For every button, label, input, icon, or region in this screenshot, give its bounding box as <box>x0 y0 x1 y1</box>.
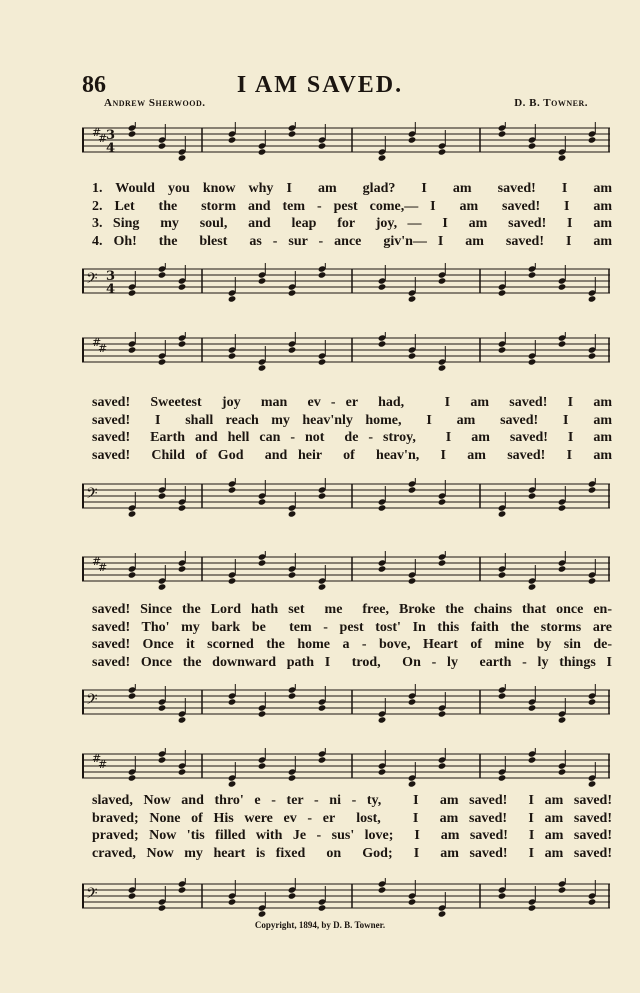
note-head <box>528 358 537 365</box>
note-head <box>408 295 417 302</box>
note-head <box>258 277 267 284</box>
note-head <box>288 346 297 353</box>
treble-staff-3 <box>82 551 610 581</box>
note-head <box>378 154 387 161</box>
note-head <box>158 271 167 278</box>
note-head <box>438 148 447 155</box>
note-head <box>228 486 237 493</box>
svg-text:3: 3 <box>106 269 116 284</box>
note-head <box>128 346 137 353</box>
note-head <box>588 898 597 905</box>
lyric-line: craved, Now my heart is fixed on God; I am saved! I am saved! <box>92 845 612 861</box>
note-head <box>158 756 167 763</box>
note-head <box>498 774 507 781</box>
note-head <box>178 565 187 572</box>
svg-text:𝄢: 𝄢 <box>86 270 98 291</box>
note-head <box>258 559 267 566</box>
note-head <box>158 583 167 590</box>
note-head <box>288 130 297 137</box>
note-head <box>438 364 447 371</box>
note-head <box>528 904 537 911</box>
note-head <box>318 142 327 149</box>
note-head <box>438 910 447 917</box>
note-head <box>228 780 237 787</box>
copyright-notice: Copyright, 1894, by D. B. Towner. <box>254 920 386 930</box>
note-head <box>158 142 167 149</box>
note-head <box>128 571 137 578</box>
svg-text:𝄢: 𝄢 <box>86 691 98 712</box>
note-head <box>288 289 297 296</box>
note-head <box>288 692 297 699</box>
hymn-title: I AM SAVED. <box>236 72 404 98</box>
note-head <box>408 352 417 359</box>
note-head <box>378 340 387 347</box>
note-head <box>558 565 567 572</box>
lyric-line: 4. Oh! the blest as - sur - ance giv'n— I am saved! I am <box>92 233 612 249</box>
lyric-line: saved! Since the Lord hath set me free, Broke the chains that once en- <box>92 602 612 617</box>
svg-text:4: 4 <box>106 141 116 156</box>
note-head <box>438 559 447 566</box>
note-head <box>158 704 167 711</box>
note-head <box>228 295 237 302</box>
note-head <box>558 886 567 893</box>
svg-text:#: # <box>98 342 108 355</box>
treble-staff-1 <box>82 122 610 156</box>
note-head <box>288 774 297 781</box>
bass-staff-3 <box>82 684 610 714</box>
note-head <box>228 698 237 705</box>
note-head <box>288 892 297 899</box>
note-head <box>318 583 327 590</box>
note-head <box>498 571 507 578</box>
svg-text:#: # <box>98 758 108 771</box>
note-head <box>588 486 597 493</box>
note-head <box>528 704 537 711</box>
note-head <box>378 886 387 893</box>
lyric-line: saved! I shall reach my heav'nly home, I am saved! I am <box>92 412 612 428</box>
note-head <box>528 142 537 149</box>
note-head <box>558 340 567 347</box>
treble-staff-4 <box>82 748 610 778</box>
note-head <box>288 510 297 517</box>
note-head <box>258 498 267 505</box>
note-head <box>408 577 417 584</box>
note-head <box>228 352 237 359</box>
note-head <box>128 289 137 296</box>
svg-text:3: 3 <box>106 128 116 143</box>
note-head <box>378 768 387 775</box>
svg-text:𝄢: 𝄢 <box>86 485 98 506</box>
lyric-line: praved; Now 'tis filled with Je - sus' love; I am saved! I am saved! <box>92 828 612 843</box>
note-head <box>498 289 507 296</box>
note-head <box>178 768 187 775</box>
note-head <box>178 886 187 893</box>
lyric-line: saved! Sweetest joy man ev - er had, I am saved! I am <box>92 395 612 410</box>
lyric-line: saved! Earth and hell can - not de - stroy, I am saved! I am <box>92 430 612 445</box>
note-head <box>438 498 447 505</box>
note-head <box>558 504 567 511</box>
note-head <box>588 136 597 143</box>
note-head <box>178 504 187 511</box>
svg-text:#: # <box>92 752 102 765</box>
note-head <box>378 716 387 723</box>
lyric-line: slaved, Now and thro' e - ter - ni - ty, I am saved! I am saved! <box>92 793 612 808</box>
note-head <box>408 780 417 787</box>
svg-text:#: # <box>92 555 102 568</box>
lyric-line: saved! Child of God and heir of heav'n, I am saved! I am <box>92 447 612 463</box>
note-head <box>318 756 327 763</box>
lyric-line: 1. Would you know why I am glad? I am saved! I am <box>92 181 612 196</box>
note-head <box>178 716 187 723</box>
note-head <box>318 492 327 499</box>
svg-text:4: 4 <box>106 282 116 297</box>
note-head <box>378 565 387 572</box>
note-head <box>528 583 537 590</box>
note-head <box>228 136 237 143</box>
note-head <box>438 710 447 717</box>
lyrics-system-1 <box>92 180 612 250</box>
lyric-line: saved! Once the downward path I trod, On - ly earth - ly things I <box>92 654 612 670</box>
note-head <box>128 892 137 899</box>
svg-text:#: # <box>98 561 108 574</box>
note-head <box>408 698 417 705</box>
note-head <box>378 283 387 290</box>
note-head <box>498 130 507 137</box>
note-head <box>258 910 267 917</box>
note-head <box>288 571 297 578</box>
svg-text:𝄢: 𝄢 <box>86 885 98 906</box>
note-head <box>588 698 597 705</box>
lyrics-system-3 <box>92 601 612 671</box>
note-head <box>158 492 167 499</box>
svg-text:#: # <box>92 336 102 349</box>
bass-staff-1 <box>82 263 610 297</box>
note-head <box>408 136 417 143</box>
note-head <box>438 762 447 769</box>
note-head <box>498 892 507 899</box>
note-head <box>558 716 567 723</box>
author-credit: Andrew Sherwood. <box>104 97 206 109</box>
note-head <box>318 271 327 278</box>
page-number: 86 <box>82 72 106 98</box>
note-head <box>178 154 187 161</box>
note-head <box>588 295 597 302</box>
note-head <box>128 692 137 699</box>
note-head <box>128 774 137 781</box>
svg-text:#: # <box>92 126 102 139</box>
note-head <box>318 904 327 911</box>
note-head <box>588 352 597 359</box>
note-head <box>158 904 167 911</box>
note-head <box>128 130 137 137</box>
note-head <box>258 148 267 155</box>
note-head <box>158 358 167 365</box>
note-head <box>588 780 597 787</box>
note-head <box>318 704 327 711</box>
note-head <box>408 486 417 493</box>
composer-credit: D. B. Towner. <box>514 97 588 109</box>
lyric-line: 3. Sing my soul, and leap for joy, — I am saved! I am <box>92 216 612 231</box>
svg-text:#: # <box>98 132 108 145</box>
lyric-line: saved! Tho' my bark be tem - pest tost' In this faith the storms are <box>92 619 612 635</box>
note-head <box>228 898 237 905</box>
note-head <box>558 283 567 290</box>
note-head <box>258 710 267 717</box>
lyric-line: saved! Once it scorned the home a - bove, Heart of mine by sin de- <box>92 637 612 652</box>
note-head <box>498 346 507 353</box>
treble-staff-2 <box>82 332 610 362</box>
note-head <box>178 340 187 347</box>
lyrics-system-4 <box>92 792 612 862</box>
bass-staff-4 <box>82 878 610 908</box>
note-head <box>318 358 327 365</box>
lyrics-system-2 <box>92 394 612 464</box>
note-head <box>528 492 537 499</box>
note-head <box>128 510 137 517</box>
note-head <box>378 504 387 511</box>
bass-staff-2 <box>82 478 610 508</box>
note-head <box>228 577 237 584</box>
lyric-line: 2. Let the storm and tem - pest come,— I am saved! I am <box>92 198 612 214</box>
note-head <box>558 768 567 775</box>
note-head <box>498 692 507 699</box>
note-head <box>178 283 187 290</box>
note-head <box>438 277 447 284</box>
note-head <box>258 364 267 371</box>
note-head <box>408 898 417 905</box>
note-head <box>528 271 537 278</box>
note-head <box>558 154 567 161</box>
note-head <box>528 756 537 763</box>
note-head <box>258 762 267 769</box>
note-head <box>498 510 507 517</box>
lyric-line: braved; None of His were ev - er lost, I am saved! I am saved! <box>92 810 612 826</box>
note-head <box>588 577 597 584</box>
